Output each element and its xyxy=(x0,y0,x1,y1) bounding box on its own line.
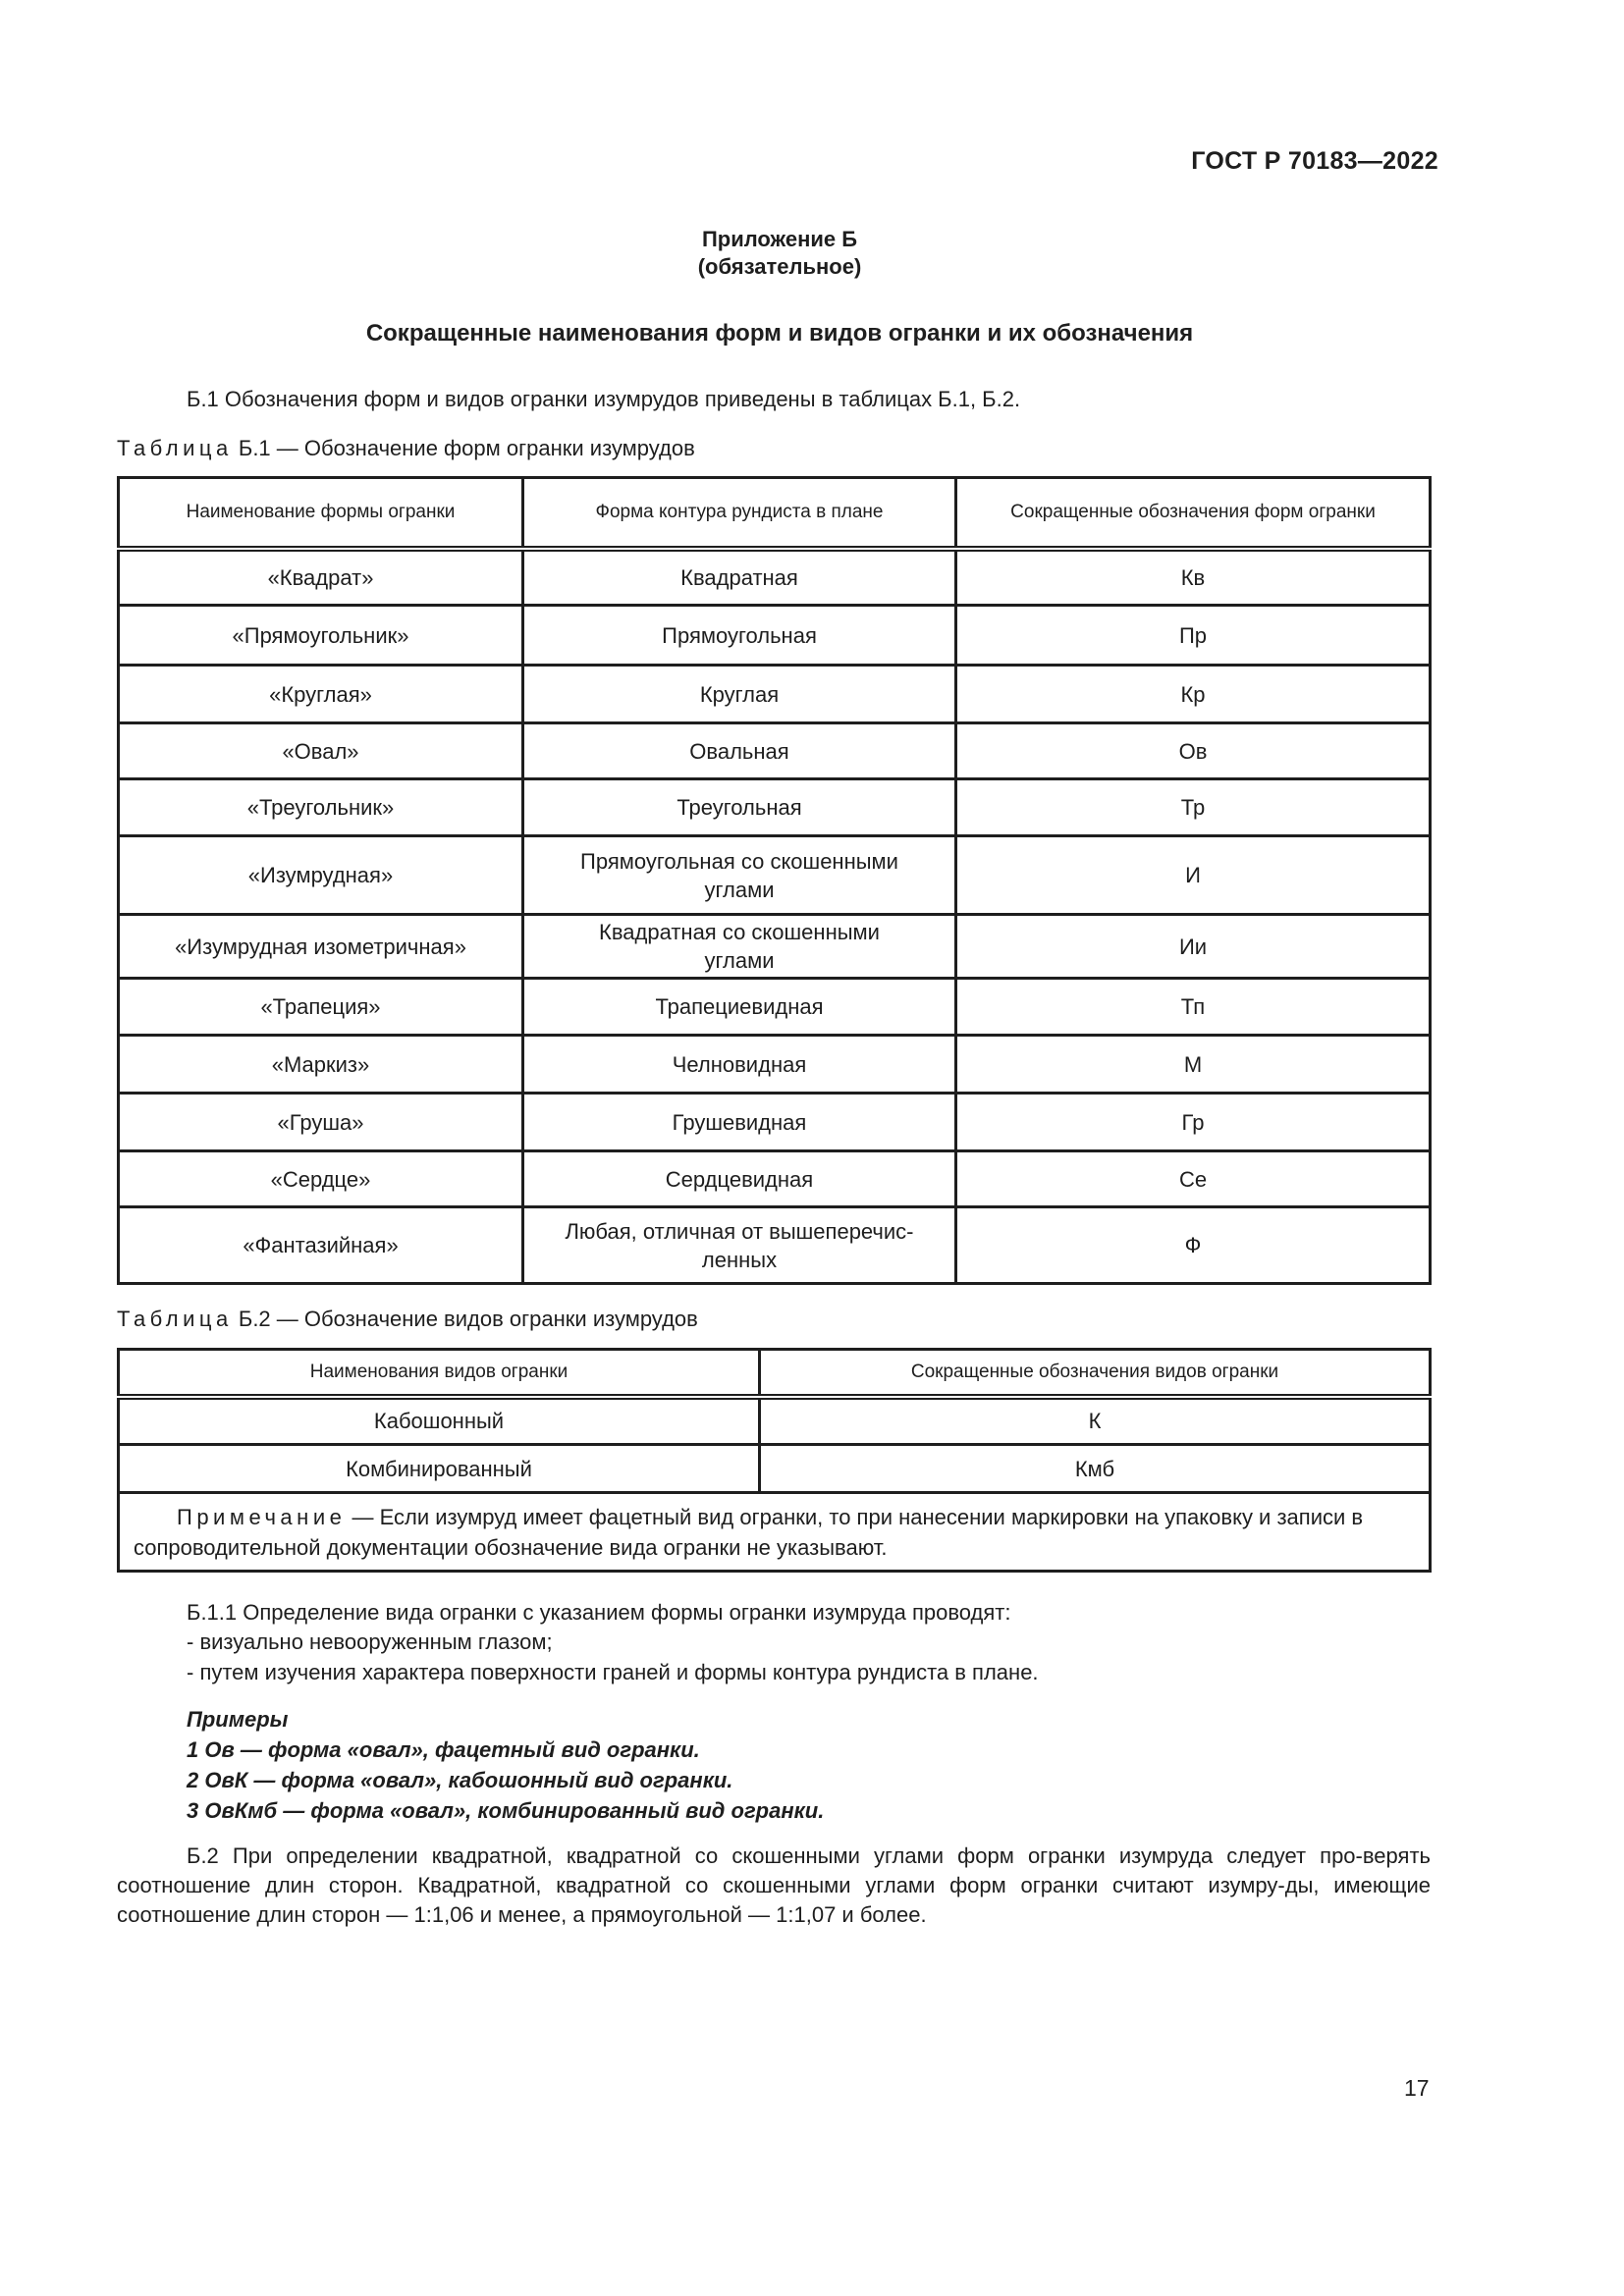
examples-block xyxy=(187,1704,824,1826)
paragraph-b2: Б.2 При определении квадратной, квадратной со скошенными углами форм огранки изумруда следует про-верять соотношение длин сторон. Квадратной, квадратной со скошенными углами форм огранки считают изумру-ды, имеющие соотношение длин сторон — 1:1,06 и менее, а прямоугольной — 1:1,07 и более. xyxy=(117,1843,1431,1927)
table2-caption-text: Б.2 — Обозначение видов огранки изумрудов xyxy=(232,1307,698,1331)
abbreviation-cell: М xyxy=(956,1036,1431,1094)
document-code: ГОСТ Р 70183—2022 xyxy=(1191,147,1438,175)
table2-caption xyxy=(117,1307,698,1332)
annex-header xyxy=(0,226,1559,281)
table2-note xyxy=(119,1493,1431,1572)
cut-type-cell: Комбинированный xyxy=(119,1445,760,1493)
table2-header-row xyxy=(119,1350,1431,1397)
table-row xyxy=(119,1094,1431,1151)
girdle-outline-cell: Квадратная со скошенными углами xyxy=(523,915,956,979)
shape-name-cell: «Груша» xyxy=(119,1094,523,1151)
table2-note-body xyxy=(119,1493,1431,1572)
table-row xyxy=(119,1036,1431,1094)
table1-body xyxy=(119,478,1431,1284)
abbreviation-cell: Тп xyxy=(956,979,1431,1036)
cut-type-cell: Кабошонный xyxy=(119,1397,760,1445)
girdle-outline-cell: Прямоугольная со скошенными углами xyxy=(523,836,956,915)
abbreviation-cell: Гр xyxy=(956,1094,1431,1151)
table-row xyxy=(119,606,1431,666)
table-row xyxy=(119,723,1431,779)
table-row xyxy=(119,1151,1431,1207)
table1-header-cell: Форма контура рундиста в плане xyxy=(523,478,956,549)
table1-caption-word: Таблица xyxy=(117,436,233,460)
note-text: — Если изумруд имеет фацетный вид огранки, то при нанесении маркировки на упаковку и записи в сопроводительной документации обозначение вида огранки не указывают. xyxy=(134,1504,1364,1560)
abbreviation-cell: Кр xyxy=(956,666,1431,723)
example-item: 1 Ов — форма «овал», фацетный вид огранки. xyxy=(187,1737,700,1762)
abbreviation-cell: И xyxy=(956,836,1431,915)
example-item: 3 ОвКмб — форма «овал», комбинированный вид огранки. xyxy=(187,1798,825,1823)
girdle-outline-cell: Круглая xyxy=(523,666,956,723)
table2-header-cell: Наименования видов огранки xyxy=(119,1350,760,1397)
shape-name-cell: «Овал» xyxy=(119,723,523,779)
table-row xyxy=(119,979,1431,1036)
table1-caption-text: Б.1 — Обозначение форм огранки изумрудов xyxy=(232,436,695,460)
shape-name-cell: «Квадрат» xyxy=(119,549,523,606)
girdle-outline-cell: Квадратная xyxy=(523,549,956,606)
shape-name-cell: «Фантазийная» xyxy=(119,1207,523,1284)
table1-header-cell: Сокращенные обозначения форм огранки xyxy=(956,478,1431,549)
list-item: - путем изучения характера поверхности граней и формы контура рундиста в плане. xyxy=(187,1660,1039,1684)
list-item: - визуально невооруженным глазом; xyxy=(187,1629,553,1654)
annex-title: Приложение Б xyxy=(701,227,858,251)
shape-name-cell: «Изумрудная изометричная» xyxy=(119,915,523,979)
annex-status: (обязательное) xyxy=(697,254,862,279)
abbreviation-cell: Кв xyxy=(956,549,1431,606)
paragraph-b1: Б.1 Обозначения форм и видов огранки изумрудов приведены в таблицах Б.1, Б.2. xyxy=(187,387,1021,411)
girdle-outline-cell: Овальная xyxy=(523,723,956,779)
shape-name-cell: «Прямоугольник» xyxy=(119,606,523,666)
girdle-outline-cell: Челновидная xyxy=(523,1036,956,1094)
girdle-outline-cell: Прямоугольная xyxy=(523,606,956,666)
section-heading: Сокращенные наименования форм и видов огранки и их обозначения xyxy=(365,320,1194,347)
abbreviation-cell: Тр xyxy=(956,779,1431,836)
page-number: 17 xyxy=(1404,2075,1430,2101)
table1-header-cell: Наименование формы огранки xyxy=(119,478,523,549)
table-row xyxy=(119,1397,1431,1445)
table-row xyxy=(119,1207,1431,1284)
girdle-outline-cell: Сердцевидная xyxy=(523,1151,956,1207)
shape-name-cell: «Маркиз» xyxy=(119,1036,523,1094)
table2-body xyxy=(119,1350,1431,1493)
examples-title: Примеры xyxy=(187,1707,289,1732)
table-row xyxy=(119,666,1431,723)
table-row xyxy=(119,836,1431,915)
table-cut-shapes xyxy=(117,476,1432,1285)
table-cut-types xyxy=(117,1348,1432,1573)
table-row xyxy=(119,779,1431,836)
abbreviation-cell: Пр xyxy=(956,606,1431,666)
abbreviation-cell: Ов xyxy=(956,723,1431,779)
shape-name-cell: «Изумрудная» xyxy=(119,836,523,915)
table2-header-cell: Сокращенные обозначения видов огранки xyxy=(760,1350,1431,1397)
table2-note-row xyxy=(119,1493,1431,1572)
shape-name-cell: «Трапеция» xyxy=(119,979,523,1036)
girdle-outline-cell: Трапециевидная xyxy=(523,979,956,1036)
example-item: 2 ОвК — форма «овал», кабошонный вид огранки. xyxy=(187,1768,733,1792)
table-row xyxy=(119,549,1431,606)
paragraph-b1-1: Б.1.1 Определение вида огранки с указанием формы огранки изумруда проводят: xyxy=(187,1600,1011,1625)
girdle-outline-cell: Грушевидная xyxy=(523,1094,956,1151)
cut-abbreviation-cell: К xyxy=(760,1397,1431,1445)
shape-name-cell: «Круглая» xyxy=(119,666,523,723)
abbreviation-cell: Ии xyxy=(956,915,1431,979)
abbreviation-cell: Ф xyxy=(956,1207,1431,1284)
shape-name-cell: «Сердце» xyxy=(119,1151,523,1207)
abbreviation-cell: Се xyxy=(956,1151,1431,1207)
table1-caption xyxy=(117,436,695,461)
table2-caption-word: Таблица xyxy=(117,1307,233,1331)
table-row xyxy=(119,1445,1431,1493)
girdle-outline-cell: Любая, отличная от вышеперечис-ленных xyxy=(523,1207,956,1284)
note-label: Примечание xyxy=(177,1504,347,1529)
table-row xyxy=(119,915,1431,979)
shape-name-cell: «Треугольник» xyxy=(119,779,523,836)
cut-abbreviation-cell: Кмб xyxy=(760,1445,1431,1493)
table1-header-row xyxy=(119,478,1431,549)
girdle-outline-cell: Треугольная xyxy=(523,779,956,836)
